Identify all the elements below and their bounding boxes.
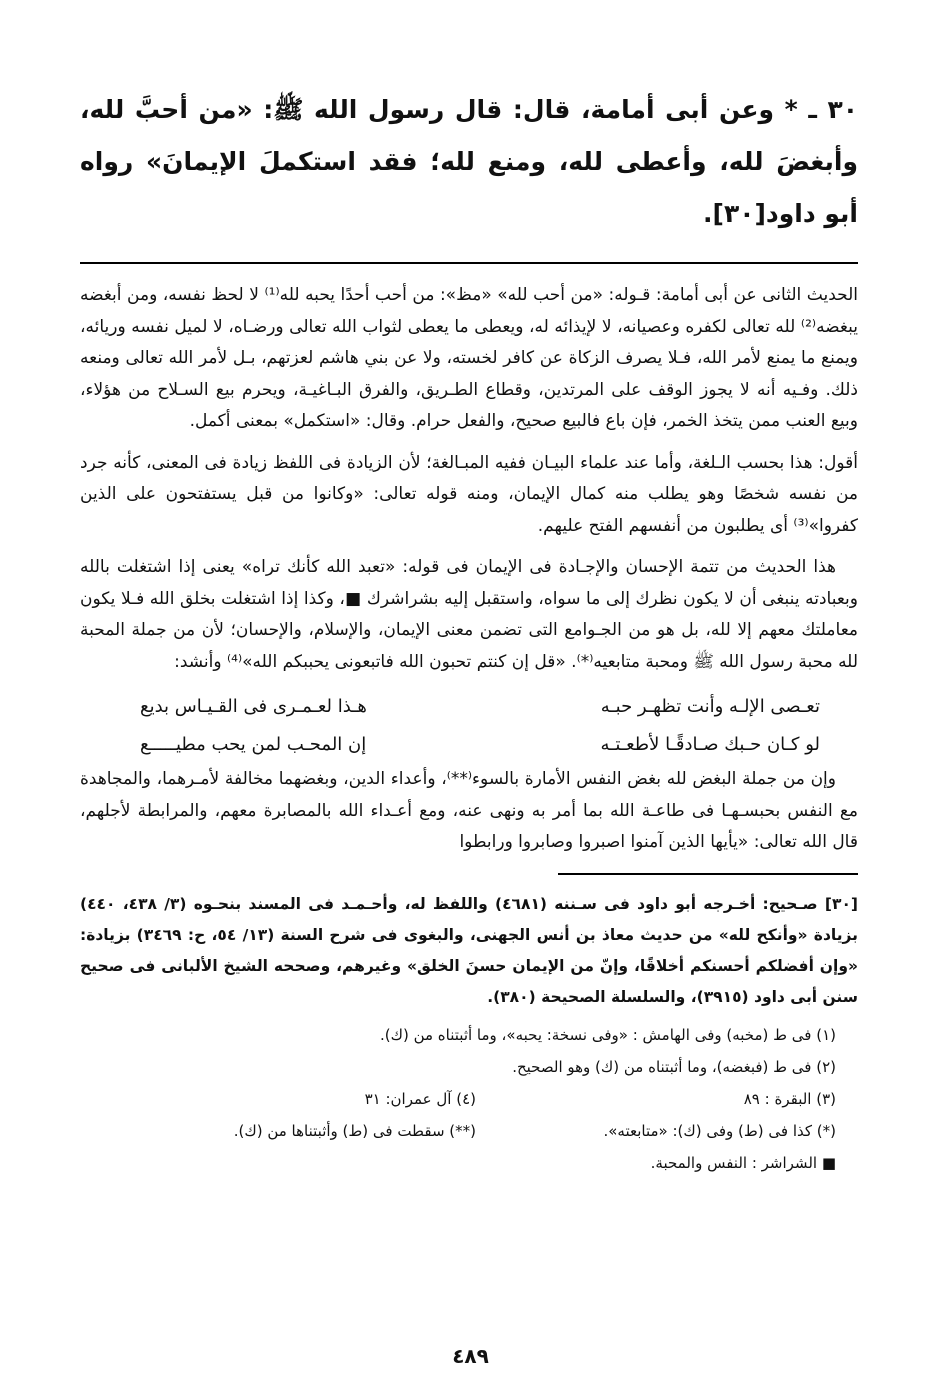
commentary-paragraph-4: وإن من جملة البغض لله بغض النفس الأمارة بالسوء⁽**⁾، وأعداء الدين، وبغضهما مخالفة لأمـرهما، والمجاهدة مع النفس بحبسـهـا فى طاعـة الله بما أمر به ونهى عنه، ومع أعـداء الله بالمصابرة معهم، والمرابطة لأجلهم، قال الله تعالى: «يأيها الذين آمنوا اصبروا وصابروا ورابطوا — [80, 769, 858, 852]
page-body — [80, 78, 858, 1368]
verse-1-second-hemistich: هـذا لعـمـرى فى القـيـاس بديع — [140, 696, 367, 717]
footnote-row-star — [80, 1115, 836, 1147]
poem-verse-2 — [80, 726, 858, 764]
footnote-1: (١) فى ط (مخبه) وفى الهامش : «وفى نسخة: يحبه»، وما أثبتناه من (ك). — [379, 1025, 836, 1044]
hadith-text: ٣٠ ـ * وعن أبى أمامة، قال: قال رسول الله ﷺ: «من أحبَّ لله، وأبغضَ لله، وأعطى لله، ومنع لله؛ فقد استكملَ الإيمانَ» رواه أبو داود[٣٠]. — [80, 95, 858, 228]
footnote-4: (٤) آل عمران: ٣١ — [364, 1089, 476, 1108]
takhrij-footnote: [٣٠] صـحيح: أخـرجه أبو داود فى سـننه (٤٦٨١) واللفظ له، وأحـمـد فى المسند بنحـوه (٣/ ٤٣٨، ٤٤٠) بزيادة «وأنكح لله» من حديث معاذ بن أنس الجهنى، والبغوى فى شرح السنة (١٣/ ٥٤، ح: ٣٤٦٩) بزيادة: «وإن أفضلكم أحسنكم أخلاقًا، وإنّ من الإيمان حسنَ الخلق» وغيرهم، وصححه الشيخ الألبانى فى صحيح سنن أبى داود (٣٩١٥)، والسلسلة الصحيحة (٣٨٠). — [80, 894, 858, 1006]
commentary — [80, 280, 858, 859]
footnote-2: (٢) فى ط (فبغضه)، وما أثبتناه من (ك) وهو الصحيح. — [512, 1057, 836, 1076]
footnotes — [80, 1019, 858, 1179]
commentary-paragraph-2: أقول: هذا بحسب الـلغة، وأما عند علماء البيـان ففيه المبـالغة؛ لأن الزيادة فى اللفظ زيادة فى المعنى، كأنه جرد من نفسه شخصًا وهو يطلب منه كمال الإيمان، ومنه قوله تعالى: «وكانوا من قبل يستفتحون على الذين كفروا»⁽³⁾ أى يطلبون من أنفسهم الفتح عليهم. — [80, 452, 858, 536]
verse-2-second-hemistich: إن المحـب لمن يحب مطيـــــع — [140, 734, 367, 755]
footnote-3: (٣) البقرة : ٨٩ — [743, 1089, 836, 1108]
top-divider — [80, 262, 858, 264]
commentary-paragraph-1: الحديث الثانى عن أبى أمامة: قـوله: «من أحب لله» «مظ»: من أحب أحدًا يحبه لله⁽¹⁾ لا لحظ نفسه، ومن أبغضه يبغضه⁽²⁾ لله تعالى لكفره وعصيانه، لا لإيذائه له، ويعطى ما يعطى لثواب الله تعالى ورضـاه، لا لميل نفسه وريائه، ويمنع ما يمنع لأمر الله، فـلا يصرف الزكاة عن كافر لخسته، ولا عن بني هاشم لعزتهم، بـل لأمر الله تعالى ومنعه ذلك. وفـيه أنه لا يجوز الوقف على المرتدين، وقطاع الطـريق، والفرق البـاغيـة، ويحرم بيع السـلاح من هؤلاء، وبيع العنب ممن يتخذ الخمر، فإن باع فالبيع صحيح، والفعل حرام. وقال: «استكمل» بمعنى أكمل. — [80, 285, 858, 431]
poem-verse-1 — [80, 688, 858, 726]
footnote-divider — [558, 873, 858, 875]
commentary-paragraph-3: هذا الحديث من تتمة الإحسان والإجـادة فى الإيمان فى قوله: «تعبد الله كأنك تراه» يعنى إذا اشتغلت بالله وبعبادته ينبغى أن لا يكون نظرك إلى ما سواه، واستقبل إليه بشراشرك ■، وكذا إذا اشتغلت بخلق الله فـلا يكون معاملتك معهم إلا لله، بل هو من الجـوامع التى تضمن معنى الإيمان، والإسلام، والإحسان؛ لأن من جملة المحبة لله محبة رسول الله ﷺ ومحبة متابعيه⁽*⁾. «قل إن كنتم تحبون الله فاتبعونى يحببكم الله»⁽⁴⁾ وأنشد: — [80, 557, 858, 672]
verse-2-first-hemistich: لو كـان حـبك صـادقًـا لأطعـتـه — [600, 734, 820, 755]
footnote-double-star: (**) سقطت فى (ط) وأثبتناها من (ك). — [233, 1121, 476, 1140]
page-number: ٤٨٩ — [452, 1344, 489, 1368]
footnote-row-3-4 — [80, 1083, 836, 1115]
footnote-star: (*) كذا فى (ط) وفى (ك): «متابعته». — [603, 1121, 836, 1140]
footnote-glossary: ■ الشراشر : النفس والمحبة. — [650, 1153, 836, 1172]
verse-1-first-hemistich: تعـصى الإلـه وأنت تظهـر حبـه — [600, 696, 820, 717]
